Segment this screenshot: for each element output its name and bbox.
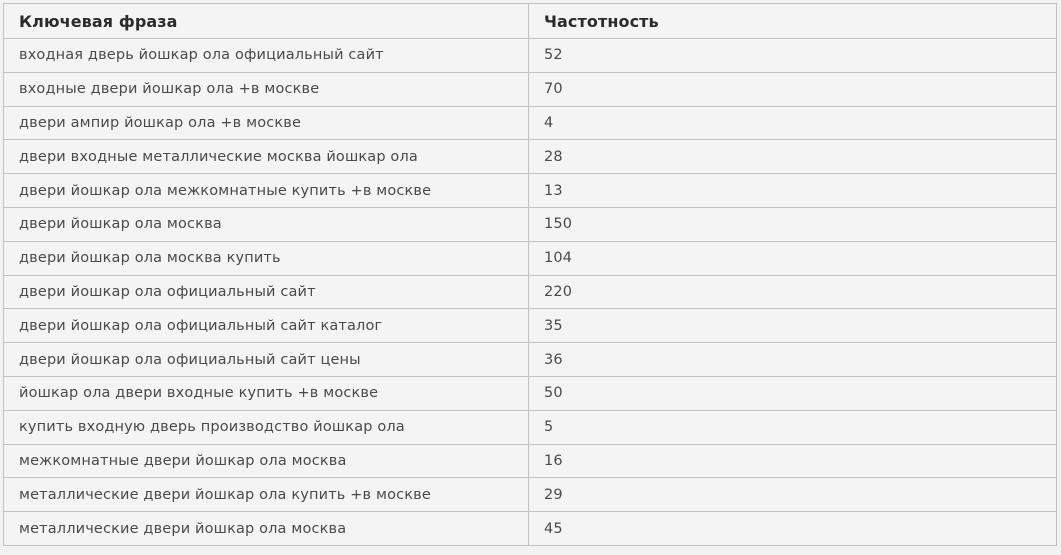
keyword-cell: металлические двери йошкар ола купить +в москве	[4, 478, 529, 512]
keyword-table-container	[3, 3, 1056, 546]
table-row	[4, 72, 1057, 106]
table-row	[4, 343, 1057, 377]
keyword-cell: двери йошкар ола москва купить	[4, 241, 529, 275]
table-row	[4, 174, 1057, 208]
table-row	[4, 444, 1057, 478]
frequency-cell: 150	[529, 207, 1057, 241]
table-row	[4, 309, 1057, 343]
column-header-keyword: Ключевая фраза	[4, 4, 529, 39]
keyword-cell: двери входные металлические москва йошкар ола	[4, 140, 529, 174]
table-row	[4, 106, 1057, 140]
keyword-cell: межкомнатные двери йошкар ола москва	[4, 444, 529, 478]
keyword-cell: двери йошкар ола москва	[4, 207, 529, 241]
keyword-cell: двери йошкар ола межкомнатные купить +в москве	[4, 174, 529, 208]
frequency-cell: 29	[529, 478, 1057, 512]
table-row	[4, 241, 1057, 275]
frequency-cell: 36	[529, 343, 1057, 377]
table-row	[4, 207, 1057, 241]
table-row	[4, 275, 1057, 309]
keyword-cell: двери ампир йошкар ола +в москве	[4, 106, 529, 140]
frequency-cell: 35	[529, 309, 1057, 343]
frequency-cell: 13	[529, 174, 1057, 208]
keyword-cell: входные двери йошкар ола +в москве	[4, 72, 529, 106]
column-header-frequency: Частотность	[529, 4, 1057, 39]
table-row	[4, 410, 1057, 444]
frequency-cell: 50	[529, 376, 1057, 410]
table-row	[4, 39, 1057, 73]
table-row	[4, 478, 1057, 512]
table-row	[4, 376, 1057, 410]
frequency-cell: 45	[529, 512, 1057, 546]
frequency-cell: 220	[529, 275, 1057, 309]
frequency-cell: 70	[529, 72, 1057, 106]
frequency-cell: 104	[529, 241, 1057, 275]
frequency-cell: 28	[529, 140, 1057, 174]
keyword-cell: двери йошкар ола официальный сайт цены	[4, 343, 529, 377]
keyword-cell: двери йошкар ола официальный сайт	[4, 275, 529, 309]
table-row	[4, 140, 1057, 174]
table-header-row	[4, 4, 1057, 39]
frequency-cell: 16	[529, 444, 1057, 478]
frequency-cell: 5	[529, 410, 1057, 444]
keyword-cell: йошкар ола двери входные купить +в москве	[4, 376, 529, 410]
keyword-frequency-table	[3, 3, 1057, 546]
frequency-cell: 52	[529, 39, 1057, 73]
table-row	[4, 512, 1057, 546]
keyword-cell: металлические двери йошкар ола москва	[4, 512, 529, 546]
keyword-cell: купить входную дверь производство йошкар ола	[4, 410, 529, 444]
keyword-cell: двери йошкар ола официальный сайт каталог	[4, 309, 529, 343]
keyword-cell: входная дверь йошкар ола официальный сайт	[4, 39, 529, 73]
frequency-cell: 4	[529, 106, 1057, 140]
